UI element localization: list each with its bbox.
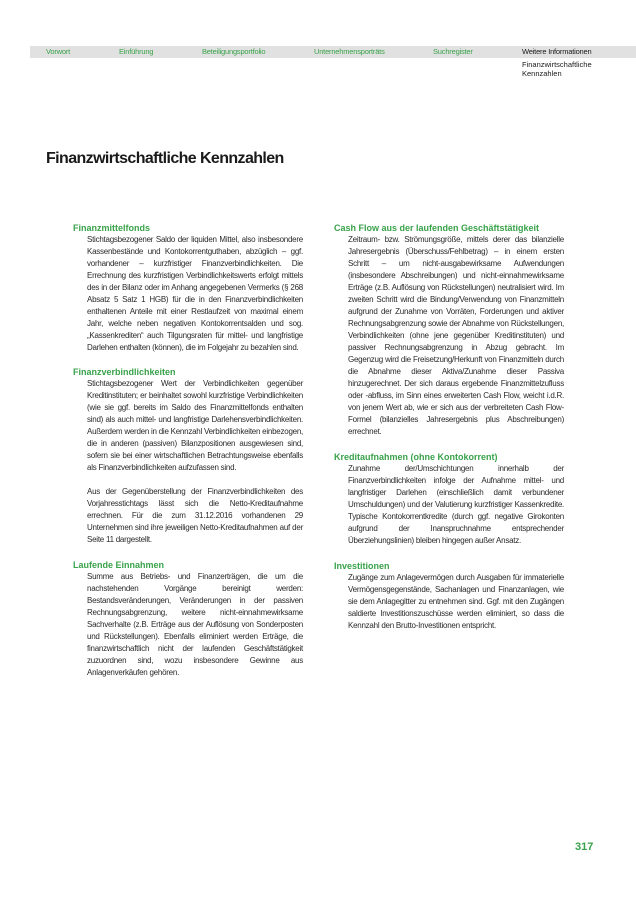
section-body: Summe aus Betriebs- und Finanzerträgen, die um die nachstehenden Vorgänge bereinigt werden: Bestandsveränderungen, Veränderungen in der passiven Rechnungsabgrenzung, weitere nicht-einnahmewirksame Sachverhalte (z.B. Erträge aus der Auflösung von Sonderposten und Rückstellungen). Ebenfalls eliminiert werden Erträge, die finanzwirtschaftlich nicht der laufenden Geschäftstätigkeit zuzuordnen sind, wozu insbesondere Gewinne aus Anlagenverkäufen gehören.	[87, 572, 303, 677]
section-body: Zunahme der/Umschichtungen innerhalb der Finanzverbindlichkeiten infolge der Aufnahme mittel- und langfristiger Darlehen (einschließlich damit verbundener Umschuldungen) und der Valutierung kurzfristiger Kassenkredite. Typische Kontokorrentkredite (durch ggf. negative Girokonten aufgrund der Inanspruchnahme entsprechender Überziehungslinien) bleiben hingegen außer Ansatz.	[348, 464, 564, 545]
section-finanzmittelfonds	[73, 222, 303, 354]
section-finanzverbindlichkeiten	[73, 366, 303, 546]
section-body: Zeitraum- bzw. Strömungsgröße, mittels derer das bilanzielle Jahresergebnis (Überschuss/Fehlbetrag) – in einem ersten Schritt – um nicht-ausgabewirksame Aufwendungen (insbesondere Abschreibungen) und nicht-einnahmewirksame Erträge (z.B. Auflösung von Rückstellungen) neutralisiert wird. Im zweiten Schritt wird die Bindung/Verwendung von Finanzmitteln aufgrund der Zunahme von Vorräten, Forderungen und aktiver Rechnungsabgrenzung sowie der Abnahme von Rückstellungen, Verbindlichkeiten (ohne jene gegenüber Kreditinstituten) und passiver Rechnungsabgrenzung in Abzug gebracht. Im Gegenzug wird die Freisetzung/Herkunft von Finanzmitteln durch die Abnahme dieser Aktiva/Zunahme dieser Passiva hinzugerechnet. Der sich daraus ergebende Finanzmittelzufluss oder -abfluss, im Sinn eines erweiterten Cash Flow, weicht i.d.R. von jenem Wert ab, wie er sich aus der verbreiteten Cash Flow-Formel (bilanzielles Jahresergebnis plus Abschreibungen) errechnet.	[348, 235, 564, 436]
section-body: Stichtagsbezogener Saldo der liquiden Mittel, also insbesondere Kassenbestände und Kontokorrentguthaben, abzüglich – ggf. vorhandener – kurzfristiger Finanzverbindlichkeiten. Die Errechnung des kurzfristigen Verbindlichkeitswerts erfolgt mittels des in der Bilanz oder im Anhang angegebenen Vermerks (§ 268 Absatz 5 Satz 1 HGB) für die in den Finanzverbindlichkeiten enthaltenen Anteile mit einer Restlaufzeit von maximal einem Jahr, welche neben negativen Kontokorrentsalden und sog. „Kassenkrediten“ auch Tilgungsraten für mittel- und langfristige Darlehen enthalten (können), die im Folgejahr zu bezahlen sind.	[87, 235, 303, 352]
section-heading: Kreditaufnahmen (ohne Kontokorrent)	[334, 452, 498, 462]
nav-item-weitere-informationen[interactable]: Weitere Informationen	[522, 47, 592, 56]
section-heading: Finanzmittelfonds	[73, 223, 150, 233]
section-heading: Finanzverbindlichkeiten	[73, 367, 176, 377]
section-cash-flow	[334, 222, 564, 438]
section-laufende-einnahmen	[73, 559, 303, 679]
nav-subsection-line-1: Finanzwirtschaftliche	[522, 60, 592, 69]
nav-item-einfuehrung[interactable]: Einführung	[119, 47, 154, 56]
left-column	[73, 222, 303, 679]
nav-subsection-line-2: Kennzahlen	[522, 69, 562, 78]
top-navigation-bar	[30, 46, 636, 58]
section-body-paragraph-2: Aus der Gegenüberstellung der Finanzverbindlichkeiten des Vorjahresstichtags lässt sich die Netto-Kreditaufnahme errechnen. Für die zum 31.12.2016 vorhandenen 29 Unternehmen sind ihre jeweiligen Netto-Kreditaufnahmen auf der Seite 11 dargestellt.	[87, 487, 303, 544]
nav-item-unternehmensportraets[interactable]: Unternehmensporträts	[314, 47, 385, 56]
nav-item-suchregister[interactable]: Suchregister	[433, 47, 473, 56]
section-heading: Investitionen	[334, 561, 390, 571]
page-title: Finanzwirtschaftliche Kennzahlen	[46, 150, 284, 167]
nav-subsection[interactable]	[522, 60, 592, 78]
section-body: Stichtagsbezogener Wert der Verbindlichkeiten gegenüber Kreditinstituten; er beinhaltet sowohl kurzfristige Verbindlichkeiten (wie sie ggf. bereits im Saldo des Finanzmittelfonds enthalten sind) als auch mittel- und langfristige Darlehensverbindlichkeiten. Außerdem werden in die Kennzahl Verbindlichkeiten einbezogen, die in anderen (passiven) Bilanzpositionen ausgewiesen sind, sofern sie bei einer wirtschaftlichen Betrachtungsweise ebenfalls als Finanzverbindlichkeiten aufzufassen sind.	[87, 379, 304, 472]
nav-item-vorwort[interactable]: Vorwort	[46, 47, 71, 56]
section-kreditaufnahmen	[334, 451, 564, 547]
section-heading: Laufende Einnahmen	[73, 560, 165, 570]
section-investitionen	[334, 560, 564, 632]
section-heading: Cash Flow aus der laufenden Geschäftstätigkeit	[334, 223, 540, 233]
page-number: 317	[575, 841, 594, 853]
section-body: Zugänge zum Anlagevermögen durch Ausgaben für immaterielle Vermögensgegenstände, Sachanlagen und Finanzanlagen, wie sie dem Anlagegitter zu entnehmen sind. Ggf. mit den Zugängen saldierte Investitionszuschüsse werden eliminiert, so dass die Kennzahl den Brutto-Investitionen entspricht.	[348, 573, 564, 630]
right-column	[334, 222, 564, 632]
nav-item-beteiligungsportfolio[interactable]: Beteiligungsportfolio	[202, 47, 266, 56]
